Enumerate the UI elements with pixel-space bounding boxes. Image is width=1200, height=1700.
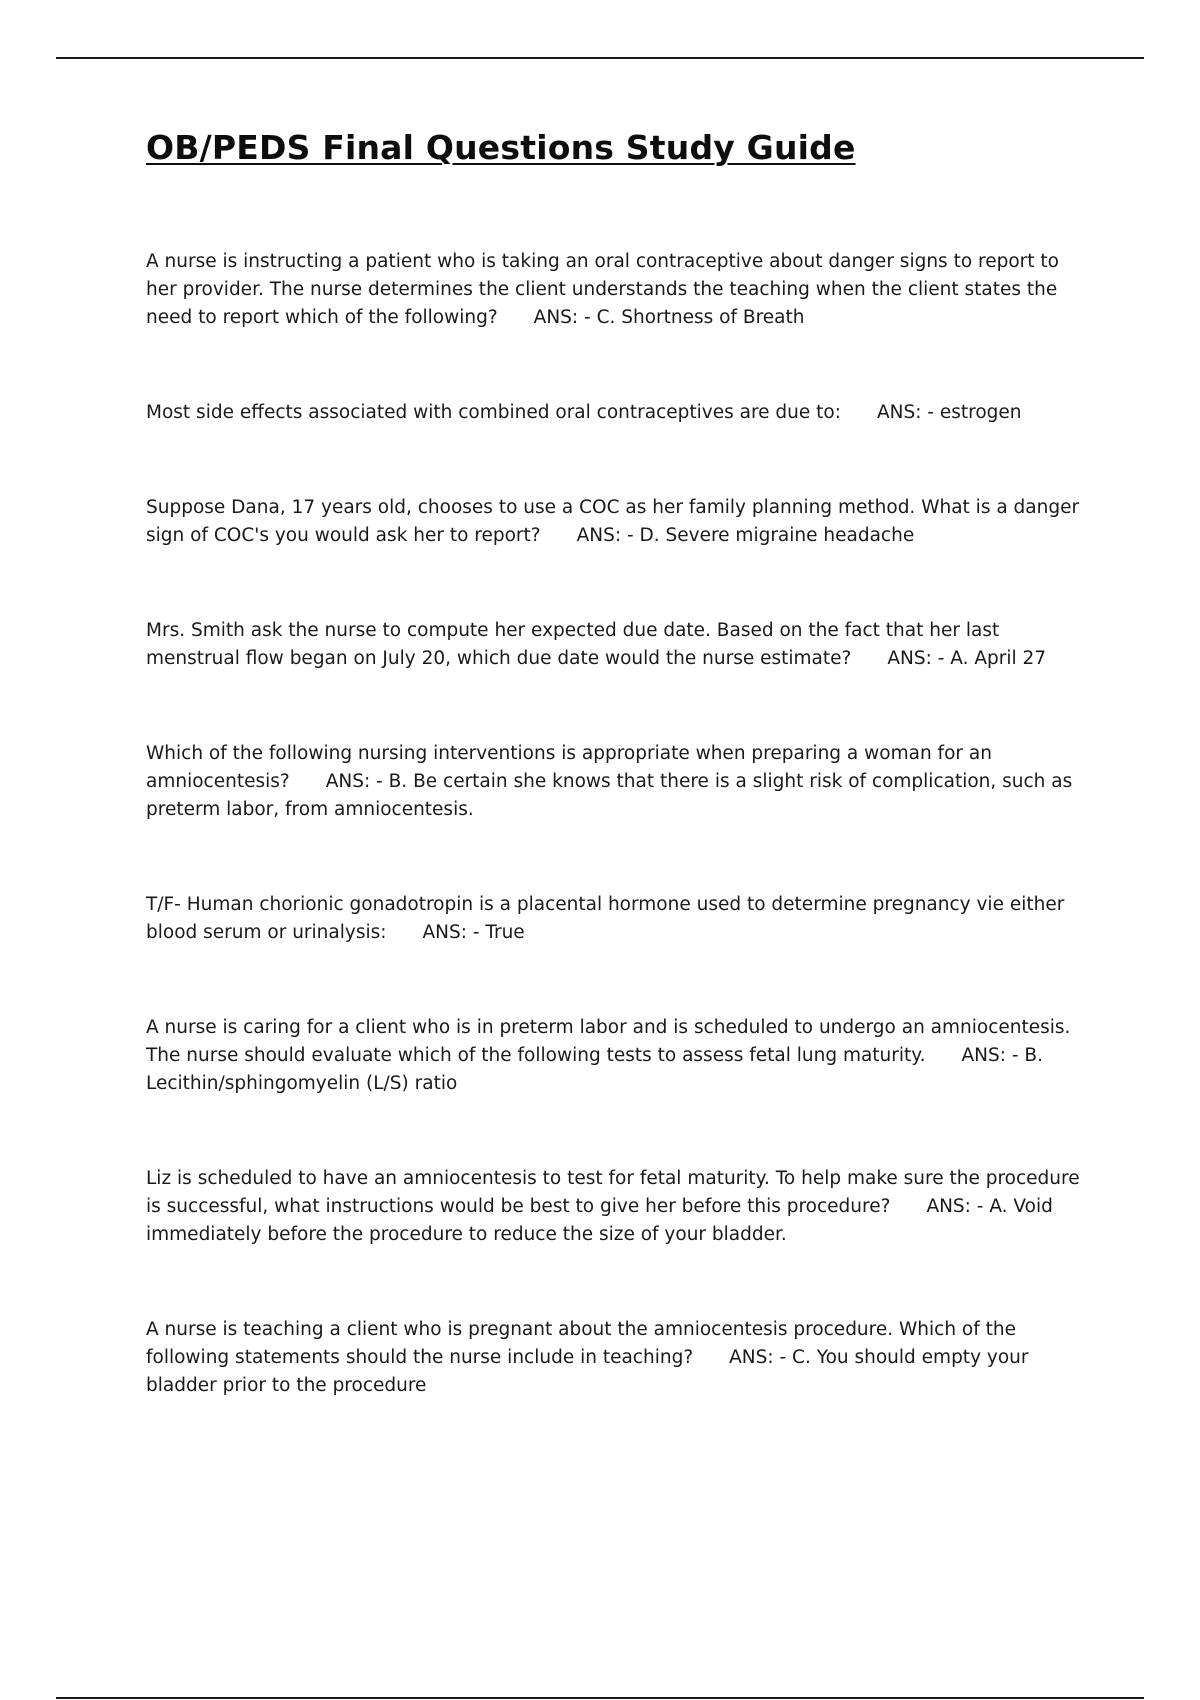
page-content [146, 128, 1084, 1400]
qa-item [146, 248, 1084, 332]
answer-text: ANS: - C. Shortness of Breath [533, 306, 805, 328]
document-title: OB/PEDS Final Questions Study Guide [146, 128, 856, 167]
answer-text: ANS: - C. You should empty your bladder prior to the procedure [146, 1346, 1029, 1396]
question-text: A nurse is instructing a patient who is taking an oral contraceptive about danger signs to report to her provider. The nurse determines the client understands the teaching when the client states the need to report which of the following? [146, 250, 1059, 328]
qa-item [146, 1165, 1084, 1249]
question-text: T/F- Human chorionic gonadotropin is a placental hormone used to determine pregnancy vie either blood serum or urinalysis: [146, 893, 1065, 943]
qa-item [146, 740, 1084, 824]
qa-item [146, 1316, 1084, 1400]
answer-text: ANS: - A. Void immediately before the procedure to reduce the size of your bladder. [146, 1195, 1053, 1245]
question-text: Mrs. Smith ask the nurse to compute her expected due date. Based on the fact that her last menstrual flow began on July 20, which due date would the nurse estimate? [146, 619, 1000, 669]
question-text: Most side effects associated with combined oral contraceptives are due to: [146, 401, 841, 423]
qa-item [146, 494, 1084, 550]
qa-item [146, 617, 1084, 673]
qa-item [146, 891, 1084, 947]
answer-text: ANS: - B. Lecithin/sphingomyelin (L/S) ratio [146, 1044, 1043, 1094]
answer-text: ANS: - estrogen [876, 401, 1022, 423]
qa-item [146, 399, 1084, 427]
question-text: Which of the following nursing interventions is appropriate when preparing a woman for an amniocentesis? [146, 742, 992, 792]
answer-text: ANS: - D. Severe migraine headache [576, 524, 915, 546]
qa-item [146, 1014, 1084, 1098]
question-text: Suppose Dana, 17 years old, chooses to use a COC as her family planning method. What is a danger sign of COC's you would ask her to report? [146, 496, 1080, 546]
question-list [146, 248, 1084, 1400]
bottom-rule [56, 1697, 1144, 1699]
answer-text: ANS: - B. Be certain she knows that there is a slight risk of complication, such as preterm labor, from amniocentesis. [146, 770, 1073, 820]
question-text: Liz is scheduled to have an amniocentesis to test for fetal maturity. To help make sure the procedure is successful, what instructions would be best to give her before this procedure? [146, 1167, 1080, 1217]
answer-text: ANS: - True [422, 921, 525, 943]
question-text: A nurse is caring for a client who is in preterm labor and is scheduled to undergo an amniocentesis. The nurse should evaluate which of the following tests to assess fetal lung maturity. [146, 1016, 1071, 1066]
question-text: A nurse is teaching a client who is pregnant about the amniocentesis procedure. Which of the following statements should the nurse include in teaching? [146, 1318, 1017, 1368]
answer-text: ANS: - A. April 27 [887, 647, 1047, 669]
top-rule [56, 57, 1144, 59]
